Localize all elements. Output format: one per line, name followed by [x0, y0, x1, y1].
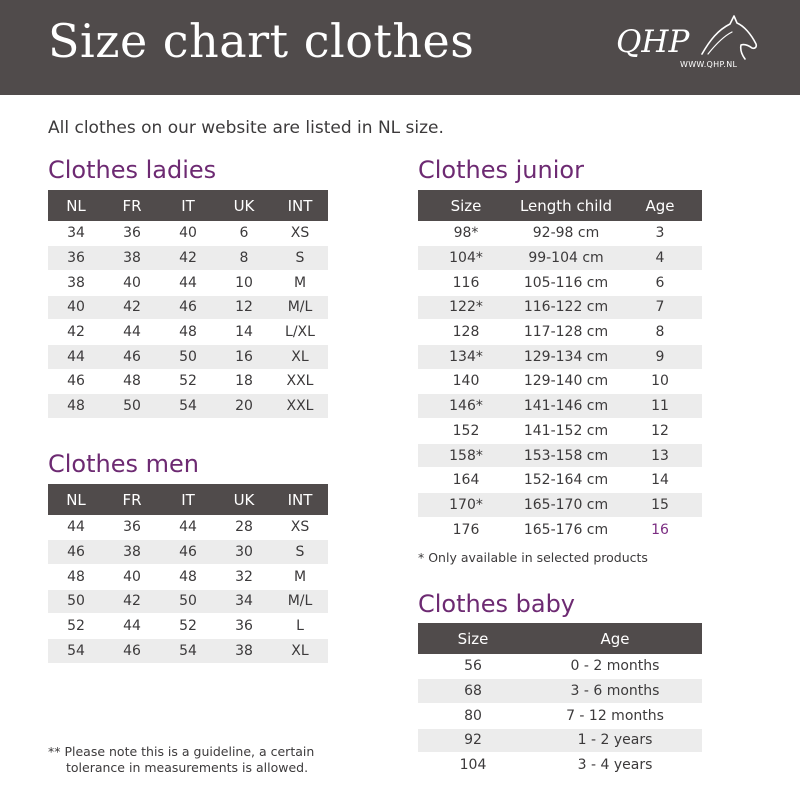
table-cell: 46: [48, 369, 104, 394]
footnote: [48, 744, 314, 776]
column-header: IT: [160, 484, 216, 515]
column-header: UK: [216, 190, 272, 221]
table-cell: 146*: [418, 394, 514, 419]
page-title: Size chart clothes: [48, 14, 475, 68]
table-cell: 3 - 4 years: [528, 753, 702, 778]
table-cell: 44: [160, 515, 216, 540]
junior-size-table: [418, 190, 702, 542]
table-cell: 141-152 cm: [514, 419, 618, 444]
column-header: NL: [48, 190, 104, 221]
table-cell: 56: [418, 654, 528, 679]
table-cell: 34: [216, 589, 272, 614]
table-cell: 158*: [418, 443, 514, 468]
table-row: [418, 394, 702, 419]
table-cell: 98*: [418, 221, 514, 246]
table-row: [418, 246, 702, 271]
table-cell: XS: [272, 515, 328, 540]
table-cell: 54: [160, 638, 216, 663]
table-cell: 12: [618, 419, 702, 444]
table-cell: 40: [160, 221, 216, 246]
table-cell: 40: [104, 270, 160, 295]
table-row: [418, 221, 702, 246]
table-cell: 48: [48, 564, 104, 589]
table-row: [48, 540, 328, 565]
column-header: FR: [104, 484, 160, 515]
table-cell: 3: [618, 221, 702, 246]
baby-size-table: [418, 623, 702, 778]
table-cell: 48: [48, 394, 104, 419]
table-row: [418, 270, 702, 295]
table-cell: 38: [104, 540, 160, 565]
column-header: INT: [272, 484, 328, 515]
table-row: [418, 753, 702, 778]
table-cell: 44: [48, 515, 104, 540]
column-header: Age: [528, 623, 702, 654]
table-cell: 152-164 cm: [514, 468, 618, 493]
table-row: [418, 320, 702, 345]
footnote-line-2: tolerance in measurements is allowed.: [66, 760, 309, 775]
table-row: [418, 419, 702, 444]
table-cell: 16: [216, 344, 272, 369]
table-cell: 116-122 cm: [514, 295, 618, 320]
table-cell: 99-104 cm: [514, 246, 618, 271]
table-row: [418, 344, 702, 369]
table-row: [48, 589, 328, 614]
table-row: [418, 493, 702, 518]
table-cell: 129-140 cm: [514, 369, 618, 394]
table-cell: 80: [418, 703, 528, 728]
column-header: Size: [418, 190, 514, 221]
table-cell: 164: [418, 468, 514, 493]
table-cell: 6: [216, 221, 272, 246]
table-row: [418, 443, 702, 468]
table-cell: 7 - 12 months: [528, 703, 702, 728]
qhp-logo: [612, 14, 762, 76]
table-row: [48, 295, 328, 320]
table-cell: XL: [272, 344, 328, 369]
table-cell: 32: [216, 564, 272, 589]
table-cell: 134*: [418, 344, 514, 369]
table-cell: 44: [104, 320, 160, 345]
table-header-row: [48, 190, 328, 221]
table-row: [48, 614, 328, 639]
table-cell: 13: [618, 443, 702, 468]
table-cell: 46: [160, 295, 216, 320]
table-cell: 40: [48, 295, 104, 320]
table-cell: M/L: [272, 295, 328, 320]
table-cell: 28: [216, 515, 272, 540]
table-cell: 50: [160, 589, 216, 614]
table-cell: 15: [618, 493, 702, 518]
column-header: Age: [618, 190, 702, 221]
table-cell: 16: [618, 517, 702, 542]
table-cell: 54: [160, 394, 216, 419]
footnote-line-1: ** Please note this is a guideline, a certain: [48, 744, 315, 759]
table-cell: 68: [418, 679, 528, 704]
table-cell: 20: [216, 394, 272, 419]
table-cell: 92: [418, 728, 528, 753]
table-cell: 12: [216, 295, 272, 320]
table-row: [48, 246, 328, 271]
column-header: NL: [48, 484, 104, 515]
intro-text: All clothes on our website are listed in NL size.: [48, 118, 444, 138]
junior-title: Clothes junior: [418, 156, 584, 184]
column-header: Size: [418, 623, 528, 654]
table-row: [418, 654, 702, 679]
men-title: Clothes men: [48, 450, 199, 478]
table-cell: 141-146 cm: [514, 394, 618, 419]
column-header: UK: [216, 484, 272, 515]
table-cell: 44: [48, 344, 104, 369]
table-cell: 50: [160, 344, 216, 369]
table-cell: 42: [104, 589, 160, 614]
table-row: [418, 517, 702, 542]
table-cell: 4: [618, 246, 702, 271]
table-cell: 165-176 cm: [514, 517, 618, 542]
header-banner: [0, 0, 800, 95]
table-cell: 38: [104, 246, 160, 271]
table-row: [418, 468, 702, 493]
table-row: [48, 638, 328, 663]
logo-url: WWW.QHP.NL: [680, 60, 738, 69]
table-cell: 140: [418, 369, 514, 394]
table-cell: 117-128 cm: [514, 320, 618, 345]
table-row: [418, 703, 702, 728]
table-header-row: [48, 484, 328, 515]
table-cell: 122*: [418, 295, 514, 320]
table-cell: 153-158 cm: [514, 443, 618, 468]
table-row: [48, 270, 328, 295]
table-cell: 7: [618, 295, 702, 320]
table-row: [418, 728, 702, 753]
table-cell: 1 - 2 years: [528, 728, 702, 753]
table-cell: L: [272, 614, 328, 639]
table-cell: 48: [160, 564, 216, 589]
table-cell: 176: [418, 517, 514, 542]
logo-text: QHP: [616, 24, 690, 60]
table-cell: 11: [618, 394, 702, 419]
table-cell: XXL: [272, 369, 328, 394]
table-cell: 48: [160, 320, 216, 345]
table-cell: 9: [618, 344, 702, 369]
table-row: [48, 369, 328, 394]
table-row: [418, 295, 702, 320]
table-row: [48, 221, 328, 246]
table-cell: 38: [216, 638, 272, 663]
table-cell: 42: [160, 246, 216, 271]
table-cell: 105-116 cm: [514, 270, 618, 295]
table-cell: 52: [48, 614, 104, 639]
table-header-row: [418, 623, 702, 654]
column-header: FR: [104, 190, 160, 221]
table-header-row: [418, 190, 702, 221]
column-header: IT: [160, 190, 216, 221]
table-cell: 18: [216, 369, 272, 394]
column-header: INT: [272, 190, 328, 221]
table-cell: S: [272, 246, 328, 271]
table-cell: 14: [216, 320, 272, 345]
table-row: [48, 515, 328, 540]
table-cell: 170*: [418, 493, 514, 518]
table-row: [48, 564, 328, 589]
table-row: [48, 394, 328, 419]
table-cell: 50: [104, 394, 160, 419]
table-cell: 46: [104, 344, 160, 369]
table-cell: 44: [104, 614, 160, 639]
table-cell: 14: [618, 468, 702, 493]
table-cell: 6: [618, 270, 702, 295]
table-row: [418, 369, 702, 394]
table-cell: 8: [216, 246, 272, 271]
table-cell: 50: [48, 589, 104, 614]
table-cell: 0 - 2 months: [528, 654, 702, 679]
table-cell: 36: [48, 246, 104, 271]
table-cell: 36: [104, 515, 160, 540]
table-cell: 46: [160, 540, 216, 565]
table-cell: XL: [272, 638, 328, 663]
table-cell: 30: [216, 540, 272, 565]
table-cell: XS: [272, 221, 328, 246]
table-cell: 104: [418, 753, 528, 778]
table-cell: 152: [418, 419, 514, 444]
column-header: Length child: [514, 190, 618, 221]
table-cell: 8: [618, 320, 702, 345]
table-cell: M/L: [272, 589, 328, 614]
table-cell: 36: [104, 221, 160, 246]
baby-title: Clothes baby: [418, 590, 576, 618]
table-row: [48, 320, 328, 345]
junior-note: * Only available in selected products: [418, 550, 648, 565]
table-cell: 42: [48, 320, 104, 345]
table-row: [418, 679, 702, 704]
table-row: [48, 344, 328, 369]
table-cell: 52: [160, 369, 216, 394]
table-cell: 104*: [418, 246, 514, 271]
table-cell: 42: [104, 295, 160, 320]
table-cell: M: [272, 564, 328, 589]
men-size-table: [48, 484, 328, 664]
horse-head-icon: [696, 14, 760, 60]
table-cell: 165-170 cm: [514, 493, 618, 518]
table-cell: 54: [48, 638, 104, 663]
table-cell: 129-134 cm: [514, 344, 618, 369]
table-cell: 3 - 6 months: [528, 679, 702, 704]
ladies-title: Clothes ladies: [48, 156, 217, 184]
table-cell: 40: [104, 564, 160, 589]
table-cell: 116: [418, 270, 514, 295]
table-cell: S: [272, 540, 328, 565]
table-cell: M: [272, 270, 328, 295]
table-cell: XXL: [272, 394, 328, 419]
table-cell: 46: [104, 638, 160, 663]
table-cell: 34: [48, 221, 104, 246]
table-cell: 44: [160, 270, 216, 295]
table-cell: 92-98 cm: [514, 221, 618, 246]
table-cell: 128: [418, 320, 514, 345]
table-cell: 38: [48, 270, 104, 295]
table-cell: 46: [48, 540, 104, 565]
table-cell: 10: [216, 270, 272, 295]
table-cell: L/XL: [272, 320, 328, 345]
table-cell: 52: [160, 614, 216, 639]
table-cell: 10: [618, 369, 702, 394]
table-cell: 48: [104, 369, 160, 394]
ladies-size-table: [48, 190, 328, 419]
table-cell: 36: [216, 614, 272, 639]
